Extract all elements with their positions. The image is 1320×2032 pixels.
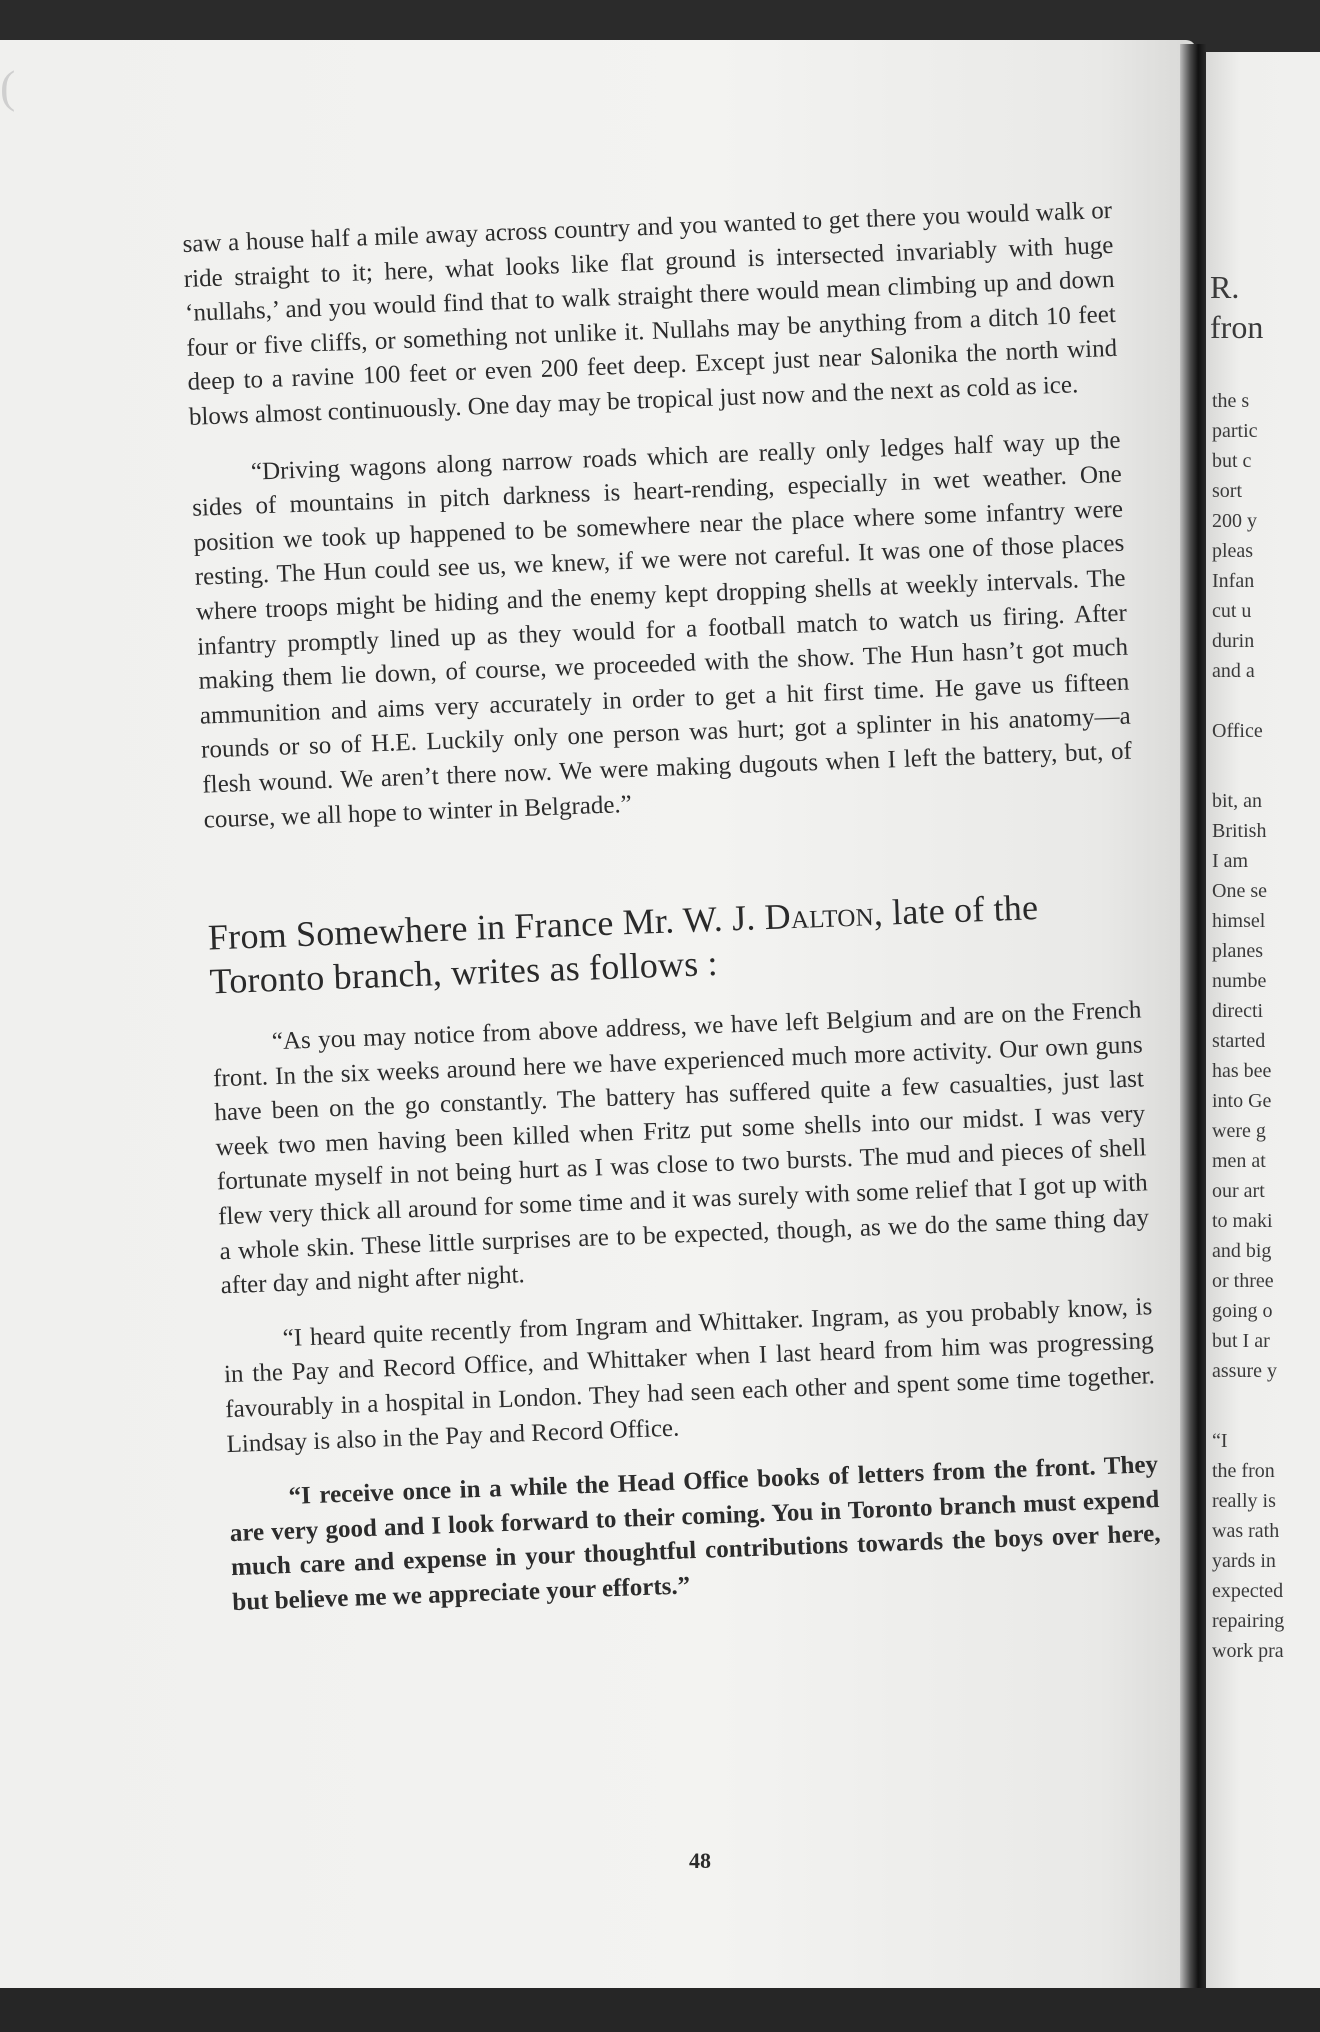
right-page-line: pleas [1212, 540, 1254, 562]
right-page-line: to maki [1212, 1210, 1273, 1232]
right-page-line: durin [1212, 630, 1255, 652]
page-edge-mark: ( [0, 61, 16, 112]
right-page-line: and big [1212, 1240, 1272, 1262]
right-page-line: cut u [1212, 600, 1252, 622]
right-page-line: repairing [1212, 1610, 1285, 1632]
right-page-line: going o [1212, 1300, 1273, 1322]
page-number: 48 [689, 1848, 711, 1873]
right-page-heading-line-2: fron [1210, 309, 1264, 345]
right-page-line: really is [1212, 1490, 1276, 1512]
right-page-fragment [1206, 52, 1320, 2002]
right-page-line: into Ge [1212, 1090, 1272, 1112]
right-page-line: planes [1212, 940, 1264, 962]
right-page-line: One se [1212, 880, 1267, 902]
right-page-line: assure y [1212, 1360, 1277, 1382]
paragraph-french-front: “As you may notice from above address, we have left Belgium and are on the French front. In the six weeks around here we have experienced much more activity. Our own guns have been on the go constantly. The battery has suffered quite a few casualties, just last week two men having been killed when Fritz put some shells into our midst. I was very fortunate myself in not being hurt as I was close to two bursts. The mud and pieces of shell flew very thick all around for some time and it was surely with some relief that I got up with a whole skin. These little surprises are to be expected, though, as we do the same thing day after day and night after night. [212, 996, 1150, 1300]
right-page-line: numbe [1212, 970, 1267, 992]
scan-bottom-border [0, 1988, 1320, 2032]
section-heading [207, 882, 1140, 1004]
paragraph-salonika-terrain: saw a house half a mile away across country and you wanted to get there you would walk or ride straight to it; here, what looks like flat ground is intersected invariably with huge ‘nullahs,’ and you would find that to walk straight there would mean climbing up and down four or five cliffs, or something not unlike it. Nullahs may be anything from a ditch 10 feet deep to a ravine 100 feet or even 200 feet deep. Except just near Salonika the north wind blows almost continuously. One day may be tropical just now and the next as cold as ice. [182, 196, 1118, 431]
right-page-line: the fron [1212, 1460, 1275, 1482]
paragraph-head-office-books: “I receive once in a while the Head Office books of letters from the front. They are very good and I look forward to their coming. You in Toronto branch must expend much care and expense in your thoughtful contributions towards the boys over here, but believe me we appreciate your efforts.” [229, 1451, 1162, 1617]
paragraph-ingram-whittaker: “I heard quite recently from Ingram and Whittaker. Ingram, as you probably know, is in the Pay and Record Office, and Whittaker when I last heard from him was progressing favourably in a hospital in London. They had seen each other and spent some time together. Lindsay is also in the Pay and Record Office. [223, 1293, 1156, 1458]
right-page-line: “I [1212, 1430, 1228, 1452]
right-page-line: but I ar [1212, 1330, 1270, 1352]
right-page-line: or three [1212, 1270, 1274, 1292]
right-page-line: Office [1212, 720, 1263, 742]
right-page-line: our art [1212, 1180, 1265, 1202]
right-page-line: 200 y [1212, 510, 1257, 532]
right-page-line: Infan [1212, 570, 1255, 592]
heading-text: From Somewhere in France Mr. W. J. [207, 897, 766, 958]
right-page-line: expected [1212, 1580, 1284, 1602]
book-gutter [1180, 44, 1206, 1994]
right-page-heading-line-1: R. [1210, 269, 1240, 305]
right-page-line: started [1212, 1030, 1266, 1052]
right-page-line: directi [1212, 1000, 1264, 1022]
right-page-line: and a [1212, 660, 1255, 682]
heading-text-continued: , late of the Toronto branch, writes as follows : [208, 887, 1039, 1002]
right-page-line: work pra [1212, 1640, 1284, 1662]
right-page-line: yards in [1212, 1550, 1276, 1572]
heading-author-name: Dalton [763, 893, 875, 938]
right-page-line: the s [1212, 390, 1250, 412]
left-page-text [182, 194, 1162, 1621]
right-page-line: men at [1212, 1150, 1266, 1172]
right-page-line: British [1212, 820, 1267, 842]
right-page-line: himsel [1212, 910, 1266, 932]
right-page-line: I am [1212, 850, 1249, 872]
right-page-line: bit, an [1212, 790, 1262, 812]
right-page-line: partic [1212, 420, 1258, 442]
right-page-line: but c [1212, 450, 1252, 472]
right-page-line: has bee [1212, 1060, 1272, 1082]
right-page-line: were g [1212, 1120, 1266, 1142]
right-page-line: was rath [1212, 1520, 1280, 1542]
paragraph-driving-wagons: “Driving wagons along narrow roads which are really only ledges half way up the sides of mountains in pitch darkness is heart-rending, especially in wet weather. One position we took up happened to be somewhere near the place where some infantry were resting. The Hun could see us, we knew, if we were not careful. It was one of those places where troops might be hiding and the enemy kept dropping shells at weekly intervals. The infantry promptly lined up as they would for a football match to watch us firing. After making them lie down, of course, we proceeded with the show. The Hun hasn’t got much ammunition and aims very accurately in order to get a hit first time. He gave us fifteen rounds or so of H.E. Luckily only one person was hurt; got a splinter in his anatomy—a flesh wound. We aren’t there now. We were making dugouts when I left the battery, but, of course, we all hope to winter in Belgrade.” [191, 426, 1133, 834]
right-page-line: sort [1212, 480, 1242, 502]
